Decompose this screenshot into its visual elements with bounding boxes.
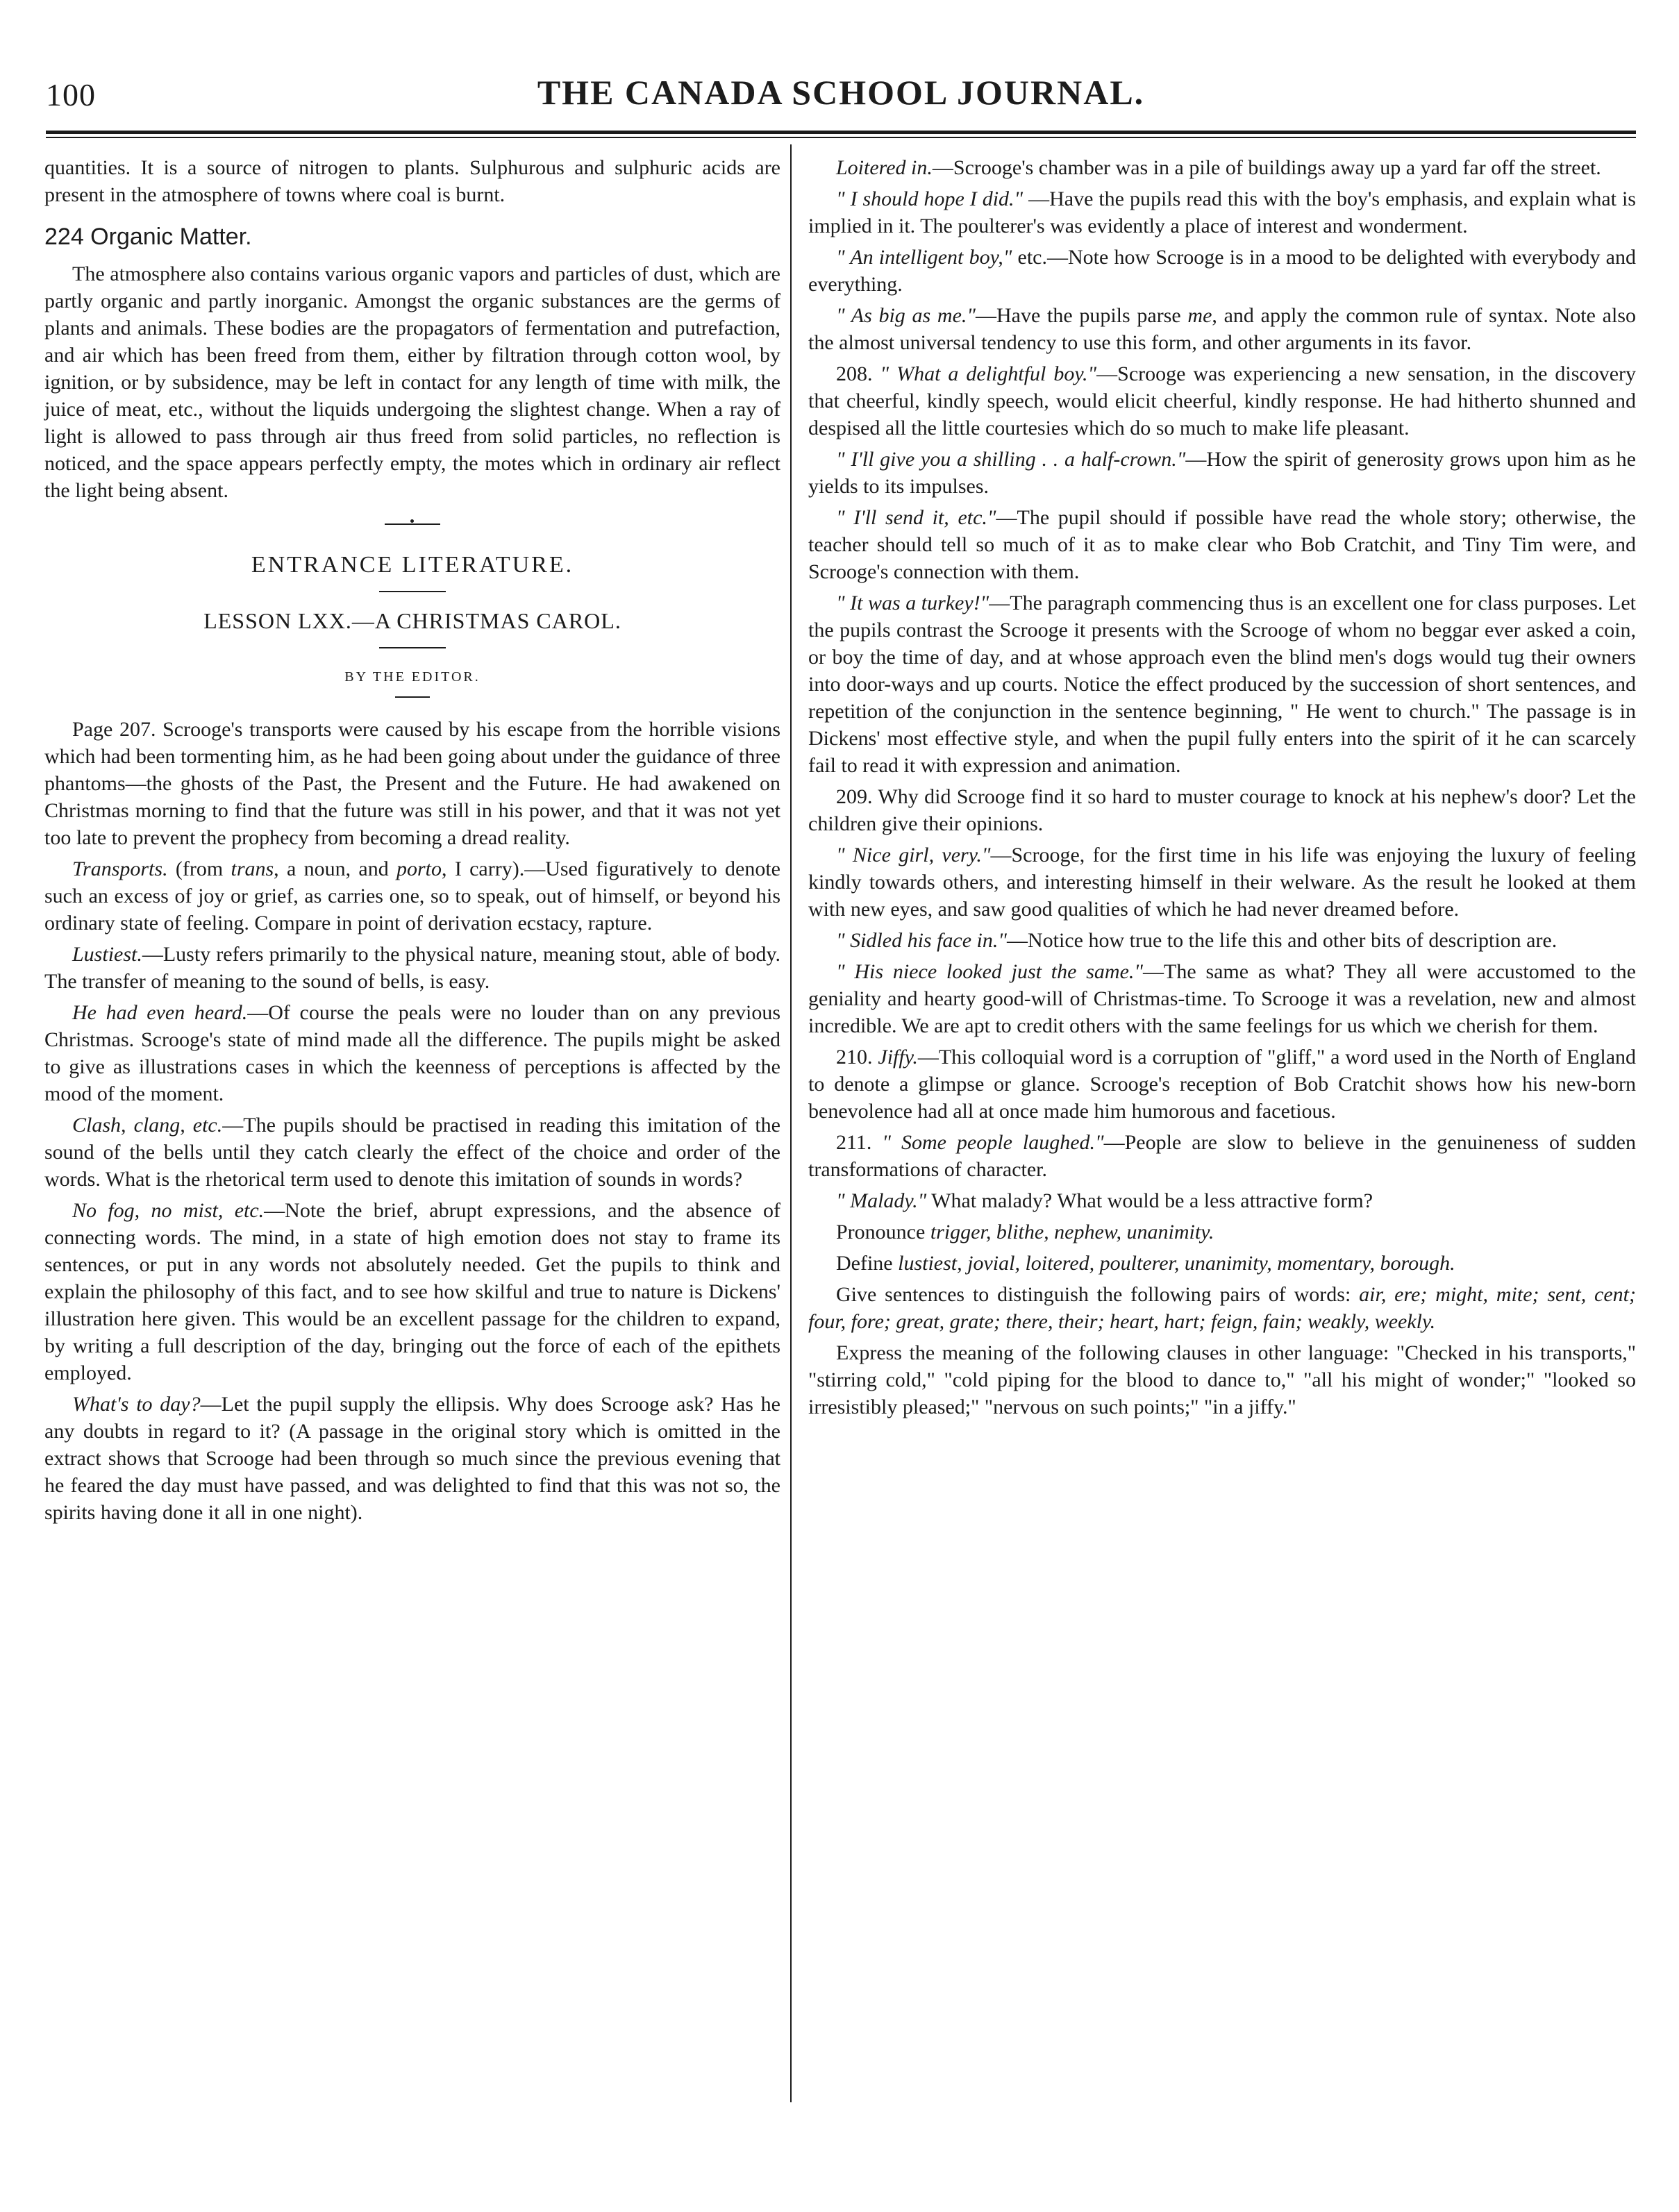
paragraph-i-should-hope: " I should hope I did." —Have the pupils read this with the boy's emphasis, and explain what is implied in it. The poulterer's was evidently a place of interest and wonderment. [808,187,1636,237]
term-shilling: " I'll give you a shilling . . a half-crown." [836,448,1186,471]
journal-title: THE CANADA SCHOOL JOURNAL. [537,73,1145,112]
paragraph-shilling: " I'll give you a shilling . . a half-crown."—How the spirit of generosity grows upon him as he yields to its impulses. [808,448,1636,498]
paragraph-sidled: " Sidled his face in."—Notice how true to the life this and other bits of description are. [836,929,1557,952]
header-rule [46,131,1636,138]
organic-matter-heading: 224 Organic Matter. [44,224,252,250]
term-malady: " Malady." [836,1189,927,1212]
page-number: 100 [46,77,96,112]
byline: BY THE EDITOR. [344,669,481,685]
paragraph-niece: " His niece looked just the same."—The same as what? They all were accustomed to the geniality and hearty good-will of Christmas-time. To Scrooge it was a revelation, new and almost incredible. We are apt to credit others with the same feelings for us which we cherish for them. [808,960,1636,1037]
term-loitered-in: Loitered in. [836,156,933,179]
paragraph-lustiest: Lustiest.—Lusty refers primarily to the physical nature, meaning stout, able of body. The transfer of meaning to the sound of bells, is easy. [44,943,780,993]
byline-rule [395,696,430,698]
paragraph-nice-girl: " Nice girl, very."—Scrooge, for the first time in his life was enjoying the luxury of feeling kindly towards others, and interesting himself in their welware. As the result he looked at them with new eyes, and saw good qualities of which he had never dreamed before. [808,844,1636,921]
paragraph-define: Define lustiest, jovial, loitered, poulterer, unanimity, momentary, borough. [836,1252,1455,1275]
paragraph-intro: quantities. It is a source of nitrogen to plants. Sulphurous and sulphuric acids are present in the atmosphere of towns where coal is burnt. [44,156,780,206]
term-niece: " His niece looked just the same." [836,960,1144,983]
paragraph-page-207: Page 207. Scrooge's transports were caused by his escape from the horrible visions which had been tormenting him, as he had been going about under the guidance of three phantoms—the ghosts of the Past, the Present and the Future. He had awakened on Christmas morning to find that the future was still in his power, and that it was not yet too late to prevent the prophecy from becoming a dread reality. [44,718,780,849]
paragraph-intelligent-boy: " An intelligent boy," etc.—Note how Scrooge is in a mood to be delighted with everybody and everything. [808,246,1636,296]
term-nice-girl: " Nice girl, very." [836,844,991,866]
paragraph-loitered-in: Loitered in.—Scrooge's chamber was in a pile of buildings away up a yard far off the street. [836,156,1601,179]
paragraph-malady: " Malady." What malady? What would be a less attractive form? [836,1189,1373,1212]
term-clash-clang: Clash, clang, etc. [72,1114,223,1137]
paragraph-as-big-as-me: " As big as me."—Have the pupils parse me, and apply the common rule of syntax. Note also the almost universal tendency to use this form, and other arguments in its favor. [808,304,1636,354]
term-he-had-even-heard: He had even heard. [72,1001,248,1024]
paragraph-209: 209. Why did Scrooge find it so hard to muster courage to knock at his nephew's door? Let the children give their opinions. [808,785,1636,835]
paragraph-organic-matter: The atmosphere also contains various organic vapors and particles of dust, which are partly organic and partly inorganic. Amongst the organic substances are the germs of plants and animals. These bodies are the propagators of fermentation and putrefaction, and air which has been freed from them, either by filtration through cotton wool, by ignition, or by subsidence, may be left in contact for any length of time with milk, the juice of meat, etc., without the liquids undergoing the slightest change. When a ray of light is allowed to pass through air thus freed from solid particles, no reflection is noticed, and the space appears perfectly empty, the motes which in ordinary air reflect the light being absent. [44,262,780,502]
term-transports: Transports. [72,857,168,880]
term-some-people-laughed: " Some people laughed." [882,1131,1104,1154]
paragraph-he-had-even-heard: He had even heard.—Of course the peals were no louder than on any previous Christmas. Scrooge's state of mind made all the difference. The pupils might be asked to give as illustrations cases in which the keenness of perceptions is affected by the mood of the moment. [44,1001,781,1105]
lesson-rule [379,647,446,648]
heading-rule [379,591,446,592]
term-whats-to-day: What's to day? [72,1393,201,1416]
term-send-it: " I'll send it, etc." [836,506,996,529]
term-turkey: " It was a turkey!" [836,592,989,614]
column-divider [790,144,792,2102]
left-column [44,154,780,1530]
article-heading: ENTRANCE LITERATURE. [251,552,574,578]
term-intelligent-boy: " An intelligent boy," [836,246,1012,269]
term-no-fog: No fog, no mist, etc. [72,1199,265,1222]
lesson-title: LESSON LXX.—A CHRISTMAS CAROL. [203,608,621,633]
paragraph-turkey: " It was a turkey!"—The paragraph commencing thus is an excellent one for class purposes. Let the pupils contrast the Scrooge it presents with the Scrooge of whom no beggar ever asked a coin, or boy the time of day, and at whose approach even the blind men's dogs would tug their owners into door-ways and up courts. Notice the effect produced by the succession of short sentences, and repetition of the conjunction in the sentence beginning, " He went to church." The passage is in Dickens' most effective style, and when the pupil fully enters into the spirit of it he can scarcely fail to read it with expression and animation. [808,592,1636,777]
paragraph-transports: Transports. (from trans, a noun, and porto, I carry).—Used figuratively to denote such an excess of joy or grief, as carries one, so to speak, out of himself, or beyond his ordinary state of feeling. Compare in point of derivation ecstacy, rapture. [44,857,780,935]
paragraph-send-it: " I'll send it, etc."—The pupil should if possible have read the whole story; otherwise, the teacher should tell so much of it as to make clear who Bob Cratchit, and Tiny Tim were, and Scrooge's connection with them. [808,506,1636,583]
term-as-big-as-me: " As big as me." [836,304,976,327]
paragraph-pronounce: Pronounce trigger, blithe, nephew, unanimity. [836,1221,1214,1243]
paragraph-208: 208. " What a delightful boy."—Scrooge was experiencing a new sensation, in the discovery that cheerful, kindly speech, would elicit cheerful, kindly response. He had hitherto shunned and despised all the little courtesies which do so much to make life pleasant. [808,362,1637,439]
paragraph-210: 210. Jiffy.—This colloquial word is a corruption of "gliff," a word used in the North of England to denote a glimpse or glance. Scrooge's reception of Bob Cratchit shows how his new-born benevolence had all at once made him humorous and facetious. [808,1046,1637,1123]
term-sidled: " Sidled his face in." [836,929,1007,952]
page-header [46,72,1636,121]
paragraph-clash-clang: Clash, clang, etc.—The pupils should be practised in reading this imitation of the sound of the bells until they catch clearly the effect of the choice and order of the words. What is the rhetorical term used to denote this imitation of sounds in words? [44,1114,780,1191]
paragraph-whats-to-day: What's to day?—Let the pupil supply the ellipsis. Why does Scrooge ask? Has he any doubts in regard to it? (A passage in the original story which is omitted in the extract shows that Scrooge had been through so much since the previous evening that he feared the day must have passed, and was delighted to find that this was not so, the spirits having done it all in one night). [44,1393,780,1524]
right-column [808,154,1636,1425]
paragraph-no-fog: No fog, no mist, etc.—Note the brief, abrupt expressions, and the absence of connecting words. The mind, in a state of high emotion does not stay to frame its sentences, or put in any words not absolutely needed. Get the pupils to think and explain the philosophy of this fact, and to see how skilful and true to nature is Dickens' illustration here given. This would be an excellent passage for the children to expand, by writing a full description of the day, bringing out the force of each of the epithets employed. [44,1199,780,1384]
paragraph-word-pairs: Give sentences to distinguish the following pairs of words: air, ere; might, mite; sent, cent; four, fore; great, grate; there, their; heart, hart; feign, fain; weakly, weekly. [808,1283,1636,1333]
term-jiffy: Jiffy. [878,1046,918,1069]
term-delightful-boy: " What a delightful boy." [880,362,1097,385]
section-separator [385,523,440,525]
paragraph-express-meaning: Express the meaning of the following clauses in other language: "Checked in his transports," "stirring cold," "cold piping for the blood to dance to," "all his might of wonder;" "looked so irresistibly pleased;" "nervous on such points;" "in a jiffy." [808,1341,1636,1418]
paragraph-211: 211. " Some people laughed."—People are slow to believe in the genuineness of sudden transformations of character. [808,1131,1636,1181]
term-lustiest: Lustiest. [72,943,142,966]
term-i-should-hope: " I should hope I did." [836,187,1024,210]
